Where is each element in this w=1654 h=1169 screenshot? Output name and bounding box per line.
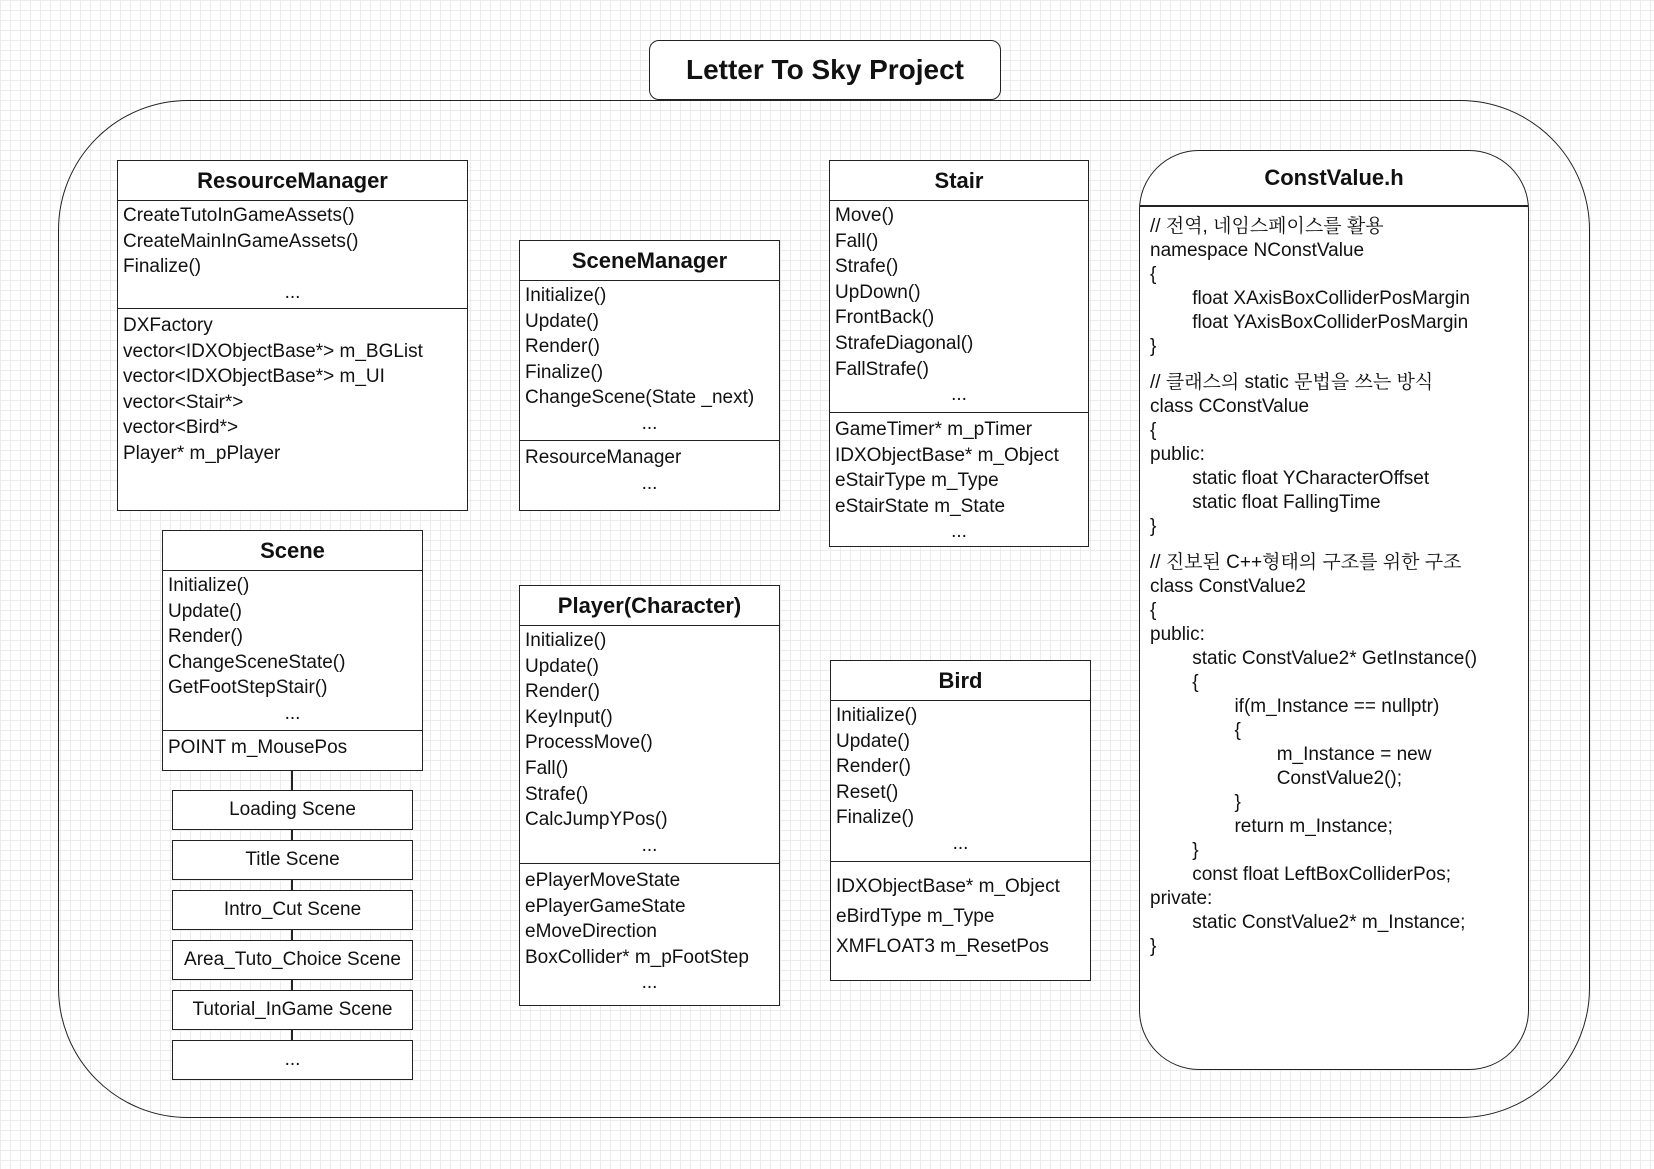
field-line: XMFLOAT3 m_ResetPos [836, 936, 1049, 957]
player-class [519, 585, 780, 1006]
code-line: static ConstValue2* m_Instance; [1150, 912, 1466, 933]
field-line: eBirdType m_Type [836, 906, 995, 927]
bird-name: Bird [831, 661, 1090, 701]
scene-class [162, 530, 423, 771]
const-value-header [1139, 150, 1529, 1070]
code-line: } [1150, 936, 1157, 957]
subscene-box [172, 840, 413, 880]
field-line: IDXObjectBase* m_Object [836, 876, 1060, 897]
code-line: } [1150, 516, 1157, 537]
ellipsis: ... [284, 281, 301, 303]
code-line: // 진보된 C++형태의 구조를 위한 구조 [1150, 552, 1462, 573]
subscene-label: ... [284, 1049, 301, 1070]
bird-methods [831, 701, 1090, 862]
resource-manager-methods [118, 201, 467, 309]
field-line: eStairType m_Type [835, 470, 999, 492]
field-line: ePlayerMoveState [525, 870, 681, 891]
field-line: ResourceManager [525, 447, 682, 468]
method-line: Strafe() [525, 783, 589, 805]
field-line: eMoveDirection [525, 921, 657, 943]
code-line: if(m_Instance == nullptr) [1150, 696, 1440, 717]
method-line: Render() [836, 756, 911, 778]
method-line: Render() [168, 626, 243, 648]
method-line: CalcJumpYPos() [525, 809, 668, 831]
field-line: IDXObjectBase* m_Object [835, 444, 1059, 466]
method-line: FrontBack() [835, 307, 935, 329]
diagram-title [649, 40, 1001, 100]
method-line: Initialize() [525, 630, 607, 651]
method-line: Finalize() [123, 256, 202, 278]
subscene-box [172, 990, 413, 1030]
code-line: class CConstValue [1150, 396, 1310, 417]
method-line: StrafeDiagonal() [835, 332, 974, 354]
code-line: { [1150, 264, 1157, 285]
method-line: GetFootStepStair() [168, 677, 328, 699]
method-line: Update() [168, 600, 242, 622]
ellipsis: ... [641, 412, 658, 434]
method-line: Finalize() [836, 807, 915, 829]
scene-name: Scene [163, 531, 422, 571]
code-line: { [1150, 420, 1157, 441]
subscene-box [172, 790, 413, 830]
scene-manager-fields [520, 441, 779, 496]
code-line: // 클래스의 static 문법을 쓰는 방식 [1150, 372, 1434, 393]
field-line: vector<Stair*> [123, 391, 244, 413]
scene-manager-methods [520, 281, 779, 441]
stair-name: Stair [830, 161, 1088, 201]
code-line: { [1150, 720, 1241, 741]
method-line: Render() [525, 681, 600, 703]
code-line: } [1150, 336, 1157, 357]
method-line: Finalize() [525, 361, 604, 383]
field-line: BoxCollider* m_pFootStep [525, 946, 749, 968]
method-line: Strafe() [835, 256, 899, 278]
scene-manager-class [519, 240, 780, 511]
field-line: vector<IDXObjectBase*> m_BGList [123, 340, 423, 362]
method-line: CreateTutoInGameAssets() [123, 205, 355, 226]
method-line: Fall() [835, 230, 879, 252]
method-line: ProcessMove() [525, 732, 653, 754]
code-line: { [1150, 600, 1157, 621]
field-line: eStairState m_State [835, 495, 1006, 517]
code-line: } [1150, 792, 1241, 813]
method-line: Initialize() [168, 575, 250, 596]
subscene-label: Title Scene [245, 849, 340, 870]
subscene-label: Loading Scene [229, 799, 356, 820]
field-line: ePlayerGameState [525, 895, 686, 917]
code-line: } [1150, 840, 1199, 861]
code-line: float YAxisBoxColliderPosMargin [1150, 312, 1469, 333]
subscene-box [172, 1040, 413, 1080]
bird-fields [831, 862, 1090, 962]
player-methods [520, 626, 779, 864]
ellipsis: ... [641, 834, 658, 856]
ellipsis: ... [951, 384, 967, 406]
field-line: vector<IDXObjectBase*> m_UI [123, 366, 385, 388]
code-line: float XAxisBoxColliderPosMargin [1150, 288, 1470, 309]
field-line: Player* m_pPlayer [123, 442, 281, 464]
stair-fields [830, 413, 1088, 545]
code-line: ConstValue2(); [1150, 768, 1403, 789]
scene-methods [163, 571, 422, 731]
code-line: { [1150, 672, 1199, 693]
ellipsis: ... [951, 521, 967, 543]
field-line: DXFactory [123, 315, 213, 336]
code-line: public: [1150, 444, 1205, 465]
method-line: Fall() [525, 757, 569, 779]
bird-class [830, 660, 1091, 981]
method-line: UpDown() [835, 281, 921, 303]
ellipsis: ... [284, 702, 301, 724]
method-line: Reset() [836, 781, 899, 803]
field-line: GameTimer* m_pTimer [835, 419, 1033, 440]
code-line: public: [1150, 624, 1205, 645]
subscene-label: Tutorial_InGame Scene [192, 999, 393, 1020]
player-name: Player(Character) [520, 586, 779, 626]
method-line: ChangeSceneState() [168, 651, 346, 673]
resource-manager-class [117, 160, 468, 511]
method-line: FallStrafe() [835, 358, 929, 380]
method-line: ChangeScene(State _next) [525, 387, 755, 409]
subscene-box [172, 890, 413, 930]
stair-methods [830, 201, 1088, 413]
code-line: class ConstValue2 [1150, 576, 1306, 597]
scene-manager-name: SceneManager [520, 241, 779, 281]
code-line: namespace NConstValue [1150, 240, 1365, 261]
ellipsis: ... [641, 972, 658, 994]
method-line: KeyInput() [525, 706, 613, 728]
method-line: Render() [525, 336, 600, 358]
code-line: static ConstValue2* GetInstance() [1150, 648, 1478, 669]
resource-manager-name: ResourceManager [118, 161, 467, 201]
subscene-label: Intro_Cut Scene [223, 899, 362, 920]
const-value-code [1140, 207, 1528, 959]
subscene-box [172, 940, 413, 980]
stair-class [829, 160, 1089, 547]
diagram-title-text: Letter To Sky Project [685, 54, 964, 85]
method-line: Update() [525, 310, 599, 332]
code-line: m_Instance = new [1150, 744, 1432, 765]
method-line: Initialize() [836, 705, 918, 726]
code-line: return m_Instance; [1150, 816, 1393, 837]
subscene-label: Area_Tuto_Choice Scene [184, 949, 401, 970]
method-line: Update() [836, 730, 910, 752]
field-line: vector<Bird*> [123, 417, 239, 439]
resource-manager-fields [118, 309, 467, 467]
player-fields [520, 864, 779, 996]
code-line: private: [1150, 888, 1213, 909]
method-line: Move() [835, 205, 895, 226]
code-line: static float FallingTime [1150, 492, 1381, 513]
scene-fields [163, 731, 422, 761]
field-line: POINT m_MousePos [168, 737, 348, 758]
method-line: Update() [525, 655, 599, 677]
code-line: const float LeftBoxColliderPos; [1150, 864, 1451, 885]
code-line: // 전역, 네임스페이스를 활용 [1150, 216, 1384, 237]
ellipsis: ... [952, 832, 969, 854]
method-line: Initialize() [525, 285, 607, 306]
const-value-name: ConstValue.h [1140, 151, 1528, 207]
code-line: static float YCharacterOffset [1150, 468, 1430, 489]
ellipsis: ... [641, 472, 658, 494]
method-line: CreateMainInGameAssets() [123, 230, 359, 252]
